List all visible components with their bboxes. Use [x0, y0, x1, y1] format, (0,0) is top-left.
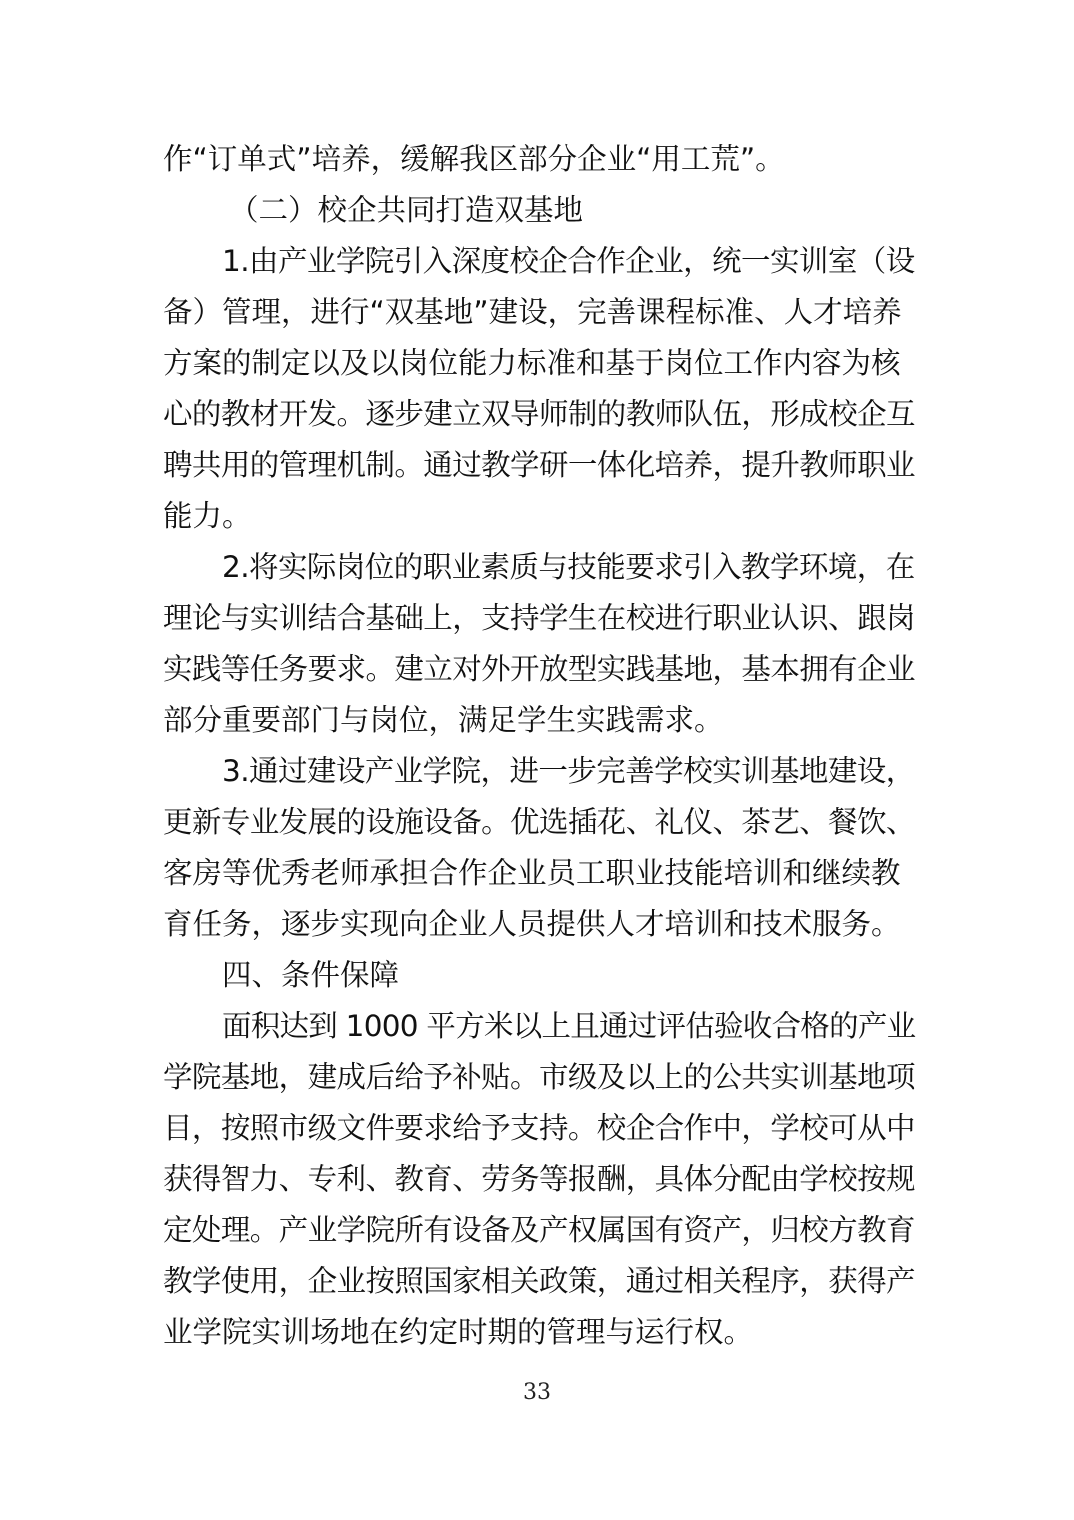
text-line: 能力。	[163, 499, 252, 533]
text-line: 目，按照市级文件要求给予支持。校企合作中，学校可从中	[163, 1111, 915, 1145]
text-line: 方案的制定以及以岗位能力标准和基于岗位工作内容为核	[163, 346, 901, 380]
text-line: 备）管理，进行“双基地”建设，完善课程标准、人才培养	[163, 295, 902, 329]
text-line: 客房等优秀老师承担合作企业员工职业技能培训和继续教	[163, 856, 901, 890]
document-body	[163, 134, 915, 1358]
text-line: 1.由产业学院引入深度校企合作企业，统一实训室（设	[222, 244, 915, 278]
text-line: 定处理。产业学院所有设备及产权属国有资产，归校方教育	[163, 1213, 915, 1247]
text-line: 3.通过建设产业学院，进一步完善学校实训基地建设，	[222, 754, 915, 788]
text-line: 理论与实训结合基础上，支持学生在校进行职业认识、跟岗	[163, 601, 915, 635]
text-line: 业学院实训场地在约定时期的管理与运行权。	[163, 1315, 754, 1349]
text-line: 实践等任务要求。建立对外开放型实践基地，基本拥有企业	[163, 652, 915, 686]
text-line: 教学使用，企业按照国家相关政策，通过相关程序，获得产	[163, 1264, 915, 1298]
text-line: 2.将实际岗位的职业素质与技能要求引入教学环境，在	[222, 550, 915, 584]
text-line: 学院基地，建成后给予补贴。市级及以上的公共实训基地项	[163, 1060, 915, 1094]
text-line: 获得智力、专利、教育、劳务等报酬，具体分配由学校按规	[163, 1162, 915, 1196]
text-line: 作“订单式”培养，缓解我区部分企业“用工荒”。	[163, 142, 785, 176]
text-line: 育任务，逐步实现向企业人员提供人才培训和技术服务。	[163, 907, 901, 941]
text-line: 面积达到 1000 平方米以上且通过评估验收合格的产业	[222, 1009, 916, 1043]
text-line: 聘共用的管理机制。通过教学研一体化培养，提升教师职业	[163, 448, 915, 482]
text-line: 四、条件保障	[222, 958, 400, 992]
text-line: 部分重要部门与岗位，满足学生实践需求。	[163, 703, 724, 737]
page-number: 33	[523, 1380, 551, 1405]
text-line: （二）校企共同打造双基地	[229, 193, 584, 227]
text-line: 心的教材开发。逐步建立双导师制的教师队伍，形成校企互	[163, 397, 915, 431]
text-line: 更新专业发展的设施设备。优选插花、礼仪、茶艺、餐饮、	[163, 805, 915, 839]
